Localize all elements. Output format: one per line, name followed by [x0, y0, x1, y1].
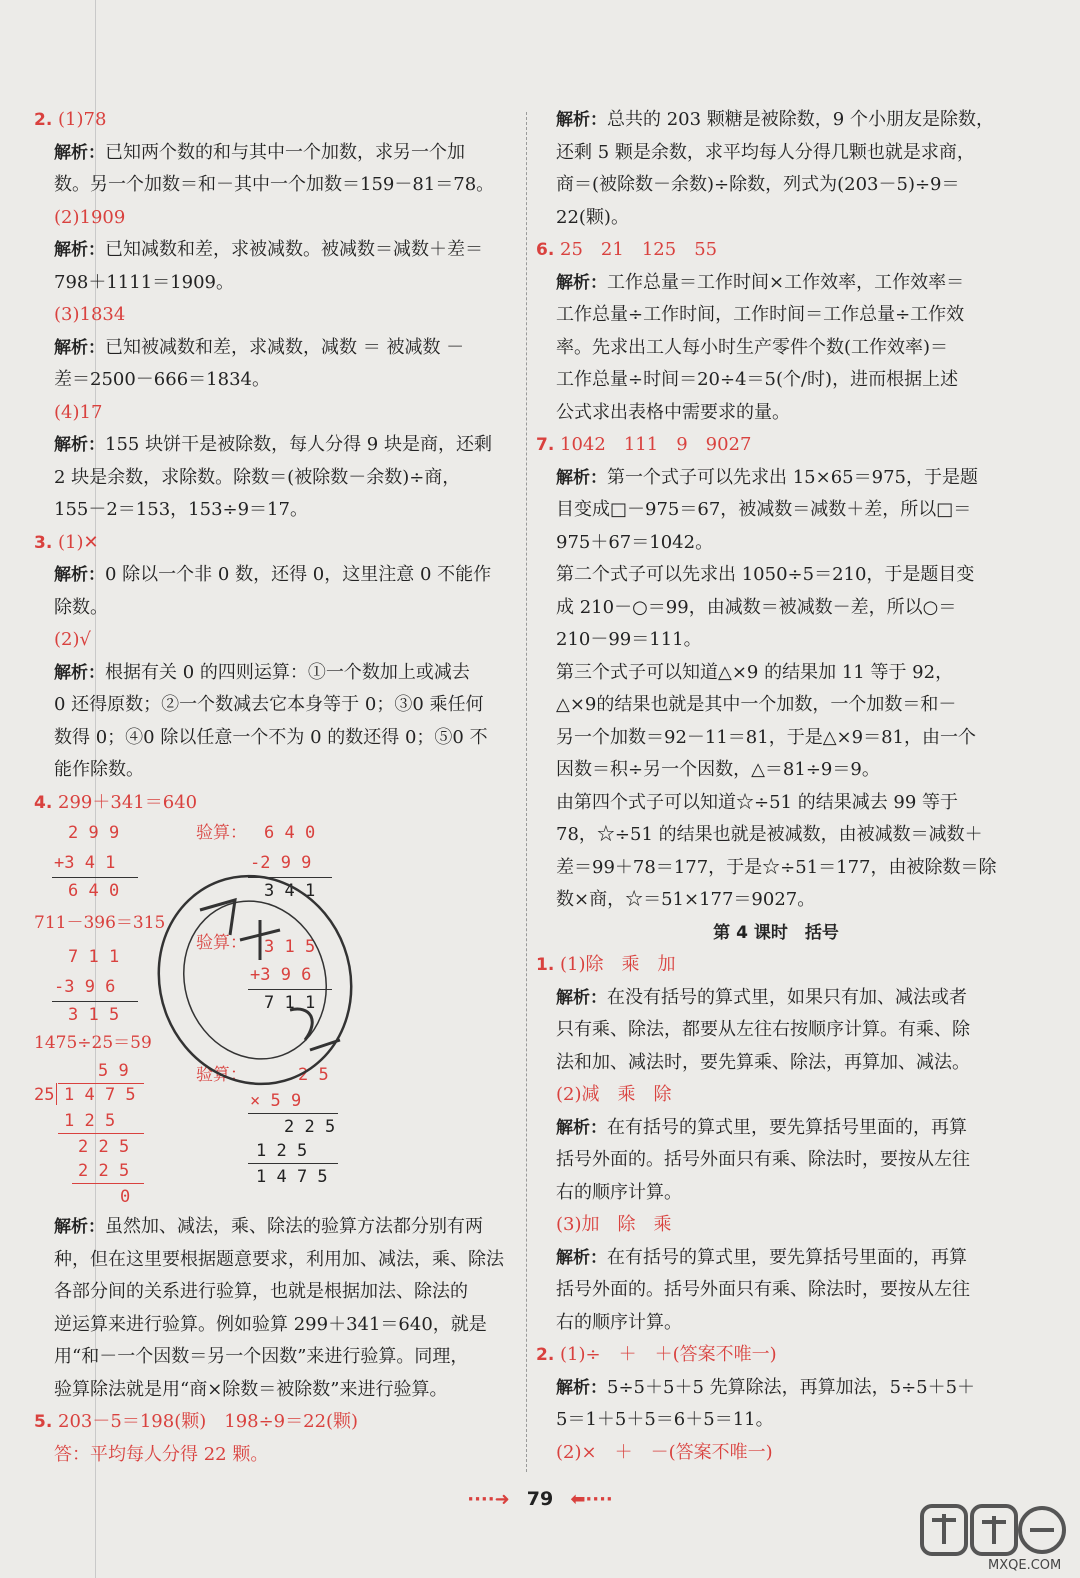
stamp-watermark-icon [140, 850, 370, 1100]
q2-explain-1b: 数。另一个加数＝和－其中一个加数＝159－81＝78。 [54, 174, 495, 195]
q5-explain-b: 还剩 5 颗是余数，求平均每人分得几颗也就是求商， [556, 141, 975, 163]
q7-explain-4: 由第四个式子可以知道☆÷51 的结果减去 99 等于 [556, 791, 959, 813]
q4-explain-c: 各部分间的关系进行验算，也就是根据加法、除法的 [54, 1281, 468, 1302]
div-bar [58, 1083, 144, 1084]
q6-explain-d: 工作总量÷时间＝20÷4＝5(个/时)，进而根据上述 [556, 369, 959, 390]
q3-explain-2c: 数得 0；④0 除以任意一个不为 0 的数还得 0；⑤0 不 [54, 726, 488, 748]
check3-row1: 2 5 [298, 1065, 329, 1085]
arrow-right-icon: ····➜ [467, 1489, 510, 1510]
s2-explain-1b: 5＝1＋5＋5＝6＋5＝11。 [556, 1409, 774, 1430]
div-remainder: 0 [120, 1187, 131, 1207]
q7-explain-3c: 另一个加数＝92－11＝81，于是△×9＝81，由一个 [556, 726, 976, 748]
q5-reply: 答：平均每人分得 22 颗。 [54, 1443, 269, 1465]
div-line1 [58, 1133, 144, 1134]
page-number: 79 [526, 1488, 554, 1510]
q2-answer-3: (3)1834 [54, 304, 126, 325]
q3-explain-1: 解析：0 除以一个非 0 数，还得 0，这里注意 0 不能作 [54, 564, 492, 585]
q3-explain-2b: 0 还得原数；②一个数减去它本身等于 0；③0 乘任何 [54, 694, 484, 715]
left-column [34, 104, 524, 1471]
div-divisor: 25 [34, 1085, 55, 1105]
watermark-url: MXQE.COM [988, 1558, 1062, 1573]
q4-explain-f: 验算除法就是用“商×除数＝被除数”来进行验算。 [54, 1378, 448, 1400]
q6-explain-c: 率。先求出工人每小时生产零件个数(工作效率)＝ [556, 336, 949, 358]
q5-explain: 解析：总共的 203 颗糖是被除数，9 个小朋友是除数， [556, 109, 994, 130]
q6-explain-b: 工作总量÷工作时间，工作时间＝工作总量÷工作效 [556, 304, 965, 325]
right-column [536, 104, 1016, 1469]
check3-row4: 1 2 5 [256, 1141, 308, 1161]
div-quotient: 5 9 [98, 1061, 129, 1081]
calc2-line [52, 1001, 138, 1002]
q4-eq3: 1475÷25＝59 [34, 1033, 152, 1053]
calc1-row3: 6 4 0 [68, 881, 120, 901]
calc1-row1: 2 9 9 [68, 823, 120, 843]
div-line2 [72, 1183, 144, 1184]
q4-eq2: 711－396＝315 [34, 913, 166, 933]
q2-explain-3: 解析：已知被减数和差，求减数，减数 ＝ 被减数 － [54, 336, 465, 358]
q7-answer: 7. 1042 111 9 9027 [536, 434, 752, 455]
q5-answer: 5. 203－5＝198(颗) 198÷9＝22(颗) [34, 1411, 359, 1432]
s1-answer-2: (2)减 乘 除 [556, 1084, 672, 1105]
s2-answer-1: 2. (1)÷ ＋ ＋(答案不唯一) [536, 1344, 777, 1365]
check3-row2: × 5 9 [250, 1091, 302, 1111]
calc1-row2: +3 4 1 [54, 853, 116, 873]
calc1-line [52, 877, 138, 878]
check1-label: 验算： [196, 823, 247, 843]
q2-explain-4: 解析：155 块饼干是被除数，每人分得 9 块是商，还剩 [54, 434, 492, 455]
calc2-row3: 3 1 5 [68, 1005, 120, 1025]
column-divider [526, 112, 527, 1472]
q5-explain-d: 22(颗)。 [556, 206, 629, 228]
q4-explain-b: 种，但在这里要根据题意要求，利用加、减法，乘、除法 [54, 1248, 504, 1270]
q7-explain-4c: 差＝99＋78＝177，于是☆÷51＝177，由被除数＝除 [556, 856, 997, 878]
q2-answer-1: 2. (1)78 [34, 109, 107, 130]
q2-explain-1: 解析：已知两个数的和与其中一个加数，求另一个加 [54, 141, 465, 163]
s1-explain-3c: 右的顺序计算。 [556, 1311, 682, 1333]
calc2-row1: 7 1 1 [68, 947, 120, 967]
s1-explain-2c: 右的顺序计算。 [556, 1181, 682, 1203]
div-dividend: 1 4 7 5 [64, 1085, 136, 1105]
s2-explain-1: 解析：5÷5＋5＋5 先算除法，再算加法，5÷5＋5＋ [556, 1376, 976, 1398]
check3-row3: 2 2 5 [284, 1117, 336, 1137]
q2-explain-2b: 798＋1111＝1909。 [54, 271, 234, 293]
s1-explain-2b: 括号外面的。括号外面只有乘、除法时，要按从左往 [556, 1149, 970, 1170]
q3-explain-1b: 除数。 [54, 596, 108, 618]
q7-explain-1: 解析：第一个式子可以先求出 15×65＝975，于是题 [556, 466, 978, 488]
s1-explain-3b: 括号外面的。括号外面只有乘、除法时，要按从左往 [556, 1279, 970, 1300]
check2-row2: +3 9 6 [250, 965, 312, 985]
q2-answer-4: (4)17 [54, 401, 103, 423]
q7-explain-2b: 成 210－○＝99，由减数＝被减数－差，所以○＝ [556, 596, 957, 618]
s1-explain-3: 解析：在有括号的算式里，要先算括号里面的，再算 [556, 1246, 967, 1268]
div-step1: 1 2 5 [64, 1111, 116, 1131]
check1-row3: 3 4 1 [264, 881, 316, 901]
q7-explain-4d: 数×商，☆＝51×177＝9027。 [556, 889, 816, 910]
q5-explain-c: 商＝(被除数－余数)÷除数，列式为(203－5)÷9＝ [556, 174, 960, 195]
q7-explain-3d: 因数＝积÷另一个因数，△＝81÷9＝9。 [556, 759, 880, 780]
section-title: 第 4 课时 括号 [713, 922, 839, 943]
div-step3: 2 2 5 [78, 1161, 130, 1181]
q7-explain-3: 第三个式子可以知道△×9 的结果加 11 等于 92， [556, 661, 954, 683]
s1-explain-1b: 只有乘、除法，都要从左往右按顺序计算。有乘、除 [556, 1019, 970, 1040]
q4-explain-d: 逆运算来进行验算。例如验算 299＋341＝640，就是 [54, 1313, 487, 1335]
check3-label: 验算： [196, 1065, 247, 1085]
div-step2: 2 2 5 [78, 1137, 130, 1157]
q4-head: 4. 299＋341＝640 [34, 791, 198, 813]
q6-explain-e: 公式求出表格中需要求的量。 [556, 401, 790, 423]
s1-answer-3: (3)加 除 乘 [556, 1214, 672, 1235]
arrow-left-icon: ⬅···· [570, 1489, 613, 1510]
q2-explain-4c: 155－2＝153，153÷9＝17。 [54, 499, 308, 520]
check1-row2: -2 9 9 [250, 853, 312, 873]
q4-explain-e: 用“和－一个因数＝另一个因数”来进行验算。同理， [54, 1346, 469, 1367]
q2-explain-4b: 2 块是余数，求除数。除数＝(被除数－余数)÷商， [54, 466, 461, 488]
check3-row5: 1 4 7 5 [256, 1167, 328, 1187]
q7-explain-1b: 目变成□－975＝67，被减数＝减数＋差，所以□＝ [556, 499, 972, 520]
s2-answer-2: (2)× ＋ －(答案不唯一) [556, 1441, 773, 1463]
q7-explain-2: 第二个式子可以先求出 1050÷5＝210，于是题目变 [556, 564, 975, 585]
q3-answer-2: (2)√ [54, 629, 91, 650]
check2-label: 验算： [196, 933, 247, 953]
q2-answer-2: (2)1909 [54, 206, 126, 228]
check2-row1: 3 1 5 [264, 937, 316, 957]
q4-explain: 解析：虽然加、减法，乘、除法的验算方法都分别有两 [54, 1216, 483, 1237]
s1-explain-1c: 法和加、减法时，要先算乘、除法，再算加、减法。 [556, 1051, 970, 1073]
q7-explain-3b: △×9的结果也就是其中一个加数，一个加数＝和－ [556, 694, 957, 715]
q2-explain-2: 解析：已知减数和差，求被减数。被减数＝减数＋差＝ [54, 239, 483, 260]
check3-line2 [248, 1163, 338, 1164]
check3-line1 [248, 1113, 338, 1114]
div-bracket [56, 1083, 57, 1105]
s1-explain-2: 解析：在有括号的算式里，要先算括号里面的，再算 [556, 1116, 967, 1138]
q7-explain-2c: 210－99＝111。 [556, 629, 702, 650]
q3-explain-2d: 能作除数。 [54, 759, 144, 780]
q7-explain-1c: 975＋67＝1042。 [556, 531, 714, 553]
s1-answer-1: 1. (1)除 乘 加 [536, 954, 676, 975]
q2-explain-3b: 差＝2500－666＝1834。 [54, 369, 270, 390]
q6-answer: 6. 25 21 125 55 [536, 239, 718, 260]
q7-explain-4b: 78，☆÷51 的结果也就是被减数，由被减数＝减数＋ [556, 824, 983, 845]
calc2-row2: -3 9 6 [54, 977, 116, 997]
q6-explain: 解析：工作总量＝工作时间×工作效率，工作效率＝ [556, 271, 965, 293]
check1-row1: 6 4 0 [264, 823, 316, 843]
s1-explain-1: 解析：在没有括号的算式里，如果只有加、减法或者 [556, 986, 967, 1008]
q3-answer-1: 3. (1)✕ [34, 531, 99, 553]
q3-explain-2: 解析：根据有关 0 的四则运算：①一个数加上或减去 [54, 661, 470, 683]
check2-row3: 7 1 1 [264, 993, 316, 1013]
